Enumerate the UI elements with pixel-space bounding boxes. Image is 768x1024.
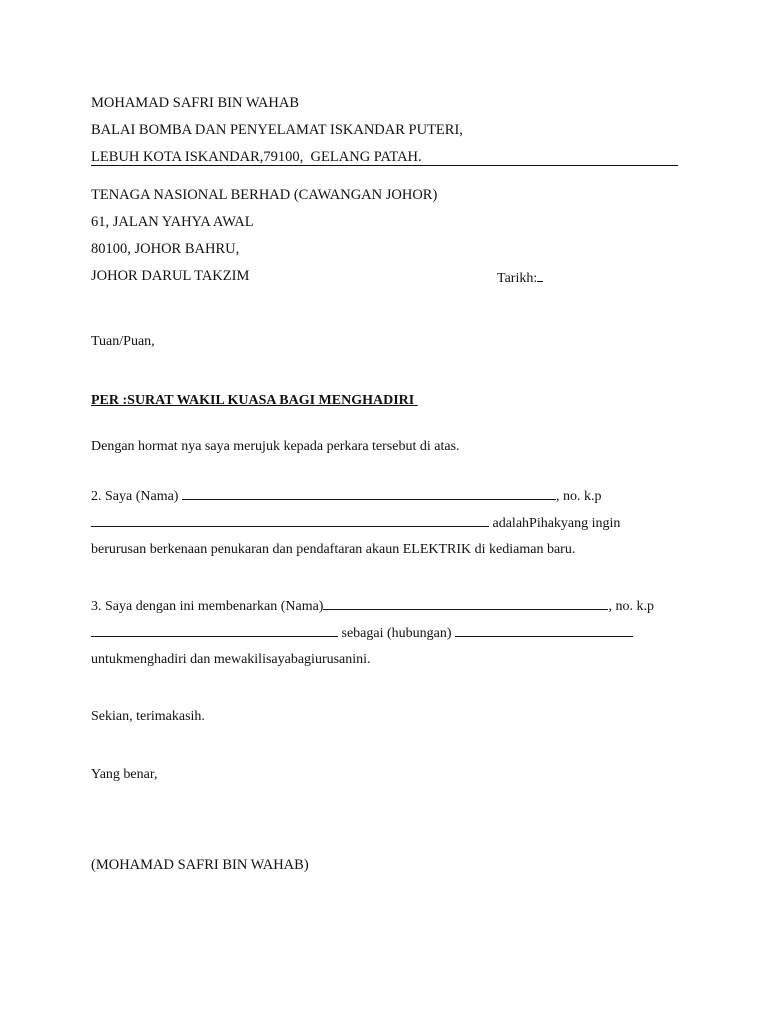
para3-relation-label: sebagai (hubungan) — [338, 626, 456, 641]
para2-prefix: 2. Saya (Nama) — [91, 489, 182, 504]
sender-address-line2: LEBUH KOTA ISKANDAR,79100, GELANG PATAH. — [91, 149, 422, 165]
date-field — [497, 267, 543, 288]
recipient-line2: 61, JALAN YAHYA AWAL — [91, 214, 254, 230]
intro-paragraph: Dengan hormat nya saya merujuk kepada perkara tersebut di atas. — [91, 439, 460, 454]
para3-after-name: , no. k.p — [608, 599, 654, 614]
signature-name: (MOHAMAD SAFRI BIN WAHAB) — [91, 857, 309, 873]
para2-ic-blank[interactable] — [91, 514, 489, 527]
para2-line1 — [91, 487, 601, 506]
para2-after-ic: adalahPihakyang ingin — [489, 516, 621, 531]
para3-line2 — [91, 624, 633, 643]
para2-after-name: , no. k.p — [555, 489, 602, 504]
subject-line: PER :SURAT WAKIL KUASA BAGI MENGHADIRI — [91, 393, 418, 408]
date-blank[interactable] — [537, 267, 543, 282]
para3-relation-blank[interactable] — [455, 624, 633, 637]
recipient-line3: 80100, JOHOR BAHRU, — [91, 241, 240, 257]
closing: Sekian, terimakasih. — [91, 709, 205, 724]
para3-line1 — [91, 597, 654, 616]
sender-address-line1: BALAI BOMBA DAN PENYELAMAT ISKANDAR PUTERI, — [91, 122, 463, 138]
recipient-line1: TENAGA NASIONAL BERHAD (CAWANGAN JOHOR) — [91, 187, 438, 203]
para3-ic-blank[interactable] — [91, 624, 338, 637]
para3-line3: untukmenghadiri dan mewakilisayabagiurusanini. — [91, 652, 371, 667]
salutation: Tuan/Puan, — [91, 334, 155, 349]
sign-off: Yang benar, — [91, 767, 158, 782]
para3-prefix: 3. Saya dengan ini membenarkan (Nama) — [91, 599, 324, 614]
para2-name-blank[interactable] — [182, 487, 556, 500]
para2-line2 — [91, 514, 620, 533]
para2-line3: berurusan berkenaan penukaran dan pendaftaran akaun ELEKTRIK di kediaman baru. — [91, 542, 576, 557]
sender-name: MOHAMAD SAFRI BIN WAHAB — [91, 95, 299, 111]
para3-name-blank[interactable] — [323, 597, 608, 610]
recipient-line4: JOHOR DARUL TAKZIM — [91, 268, 250, 284]
date-label: Tarikh: — [497, 271, 538, 286]
header-divider — [91, 165, 678, 166]
